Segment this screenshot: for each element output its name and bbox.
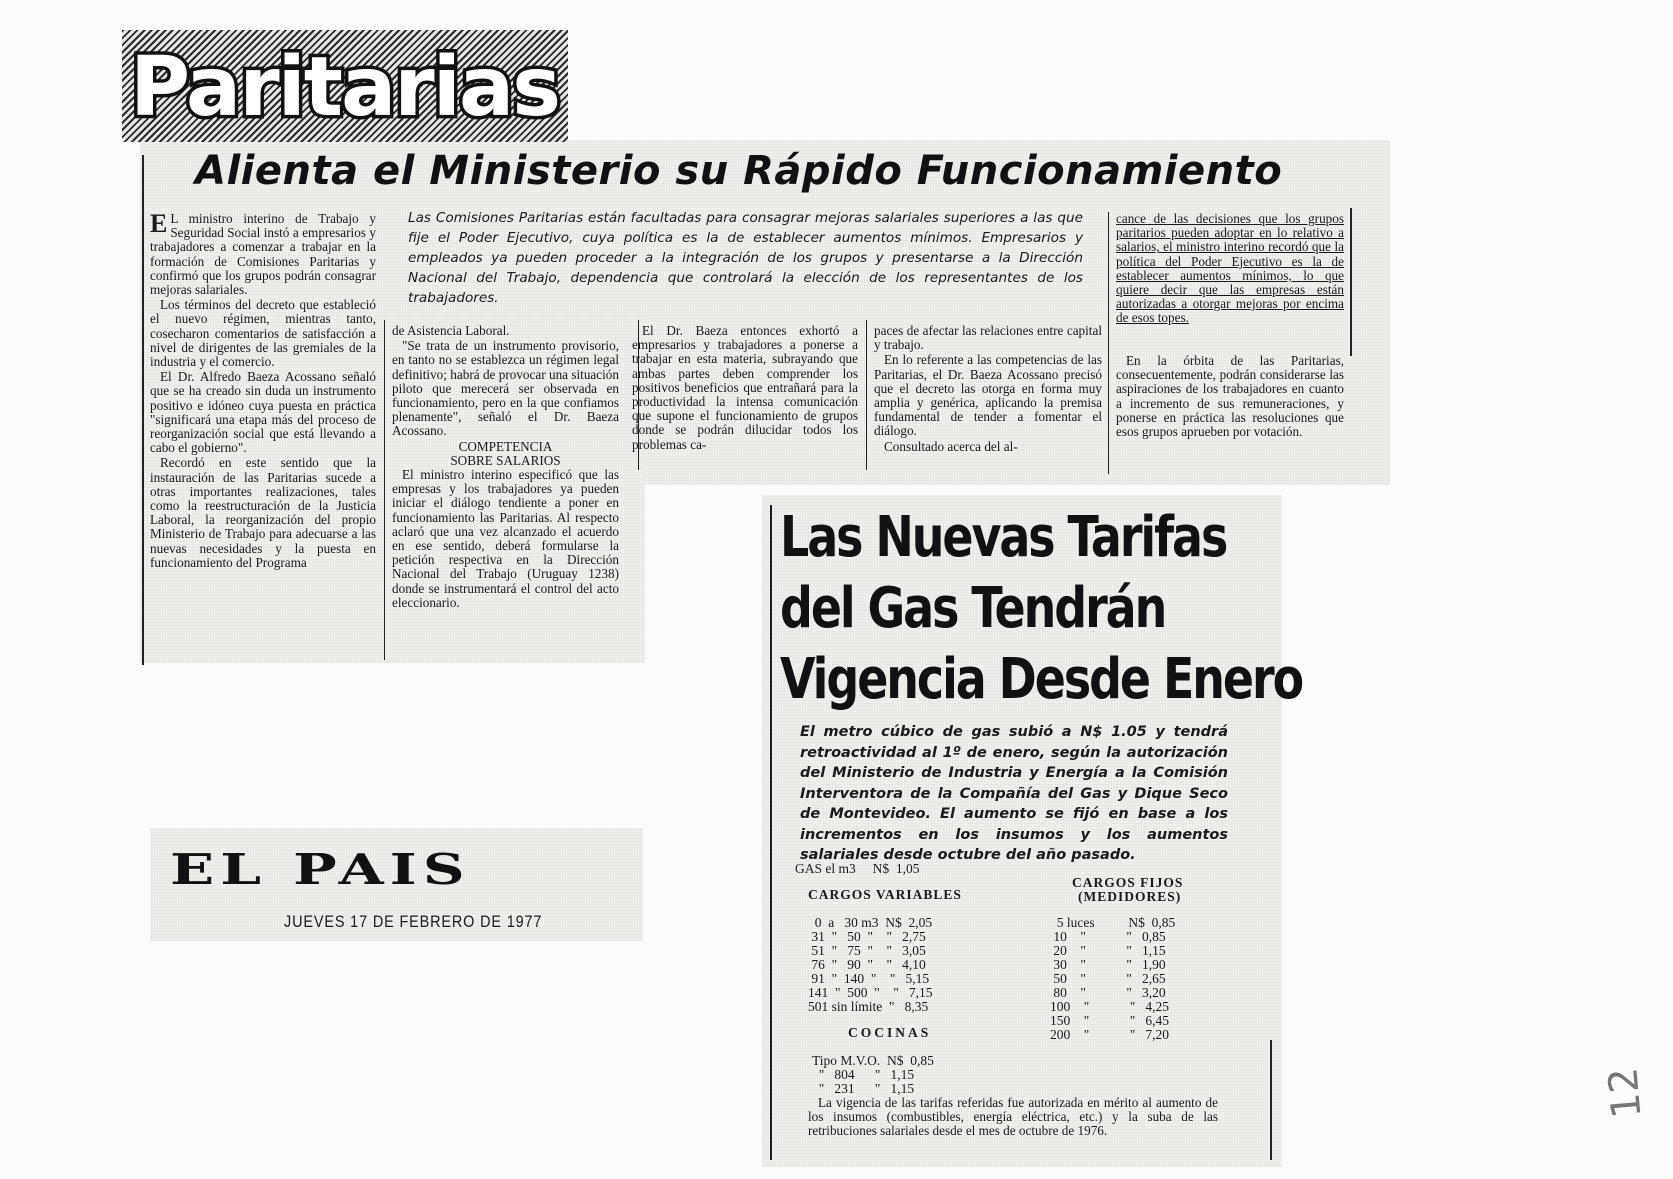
newspaper-logo: EL PAIS bbox=[170, 845, 471, 894]
gas-lead: El metro cúbico de gas subió a N$ 1.05 y tendrá retroactividad al 1º de enero, según la autorización del Ministerio de Industria y Energía a la Comisión Interventora de la Compañía del Gas y Dique Seco de Montevideo. El aumento se fijó en base a los incrementos en los insumos y los aumentos salariales desde octubre del año pasado. bbox=[800, 724, 1228, 863]
article-column-5 bbox=[1116, 354, 1344, 474]
table-row: 30 " " 1,90 bbox=[1050, 957, 1166, 972]
table-row: 50 " " 2,65 bbox=[1050, 971, 1166, 986]
paragraph: Los términos del decreto que estableció el nuevo régimen, mientras tanto, cosecharon comentarios de satisfacción a nivel de dirigentes de las gremiales de la industria y el comercio. bbox=[150, 297, 376, 370]
underlined-paragraph: cance de las decisiones que los grupos paritarios pueden adoptar en lo relativo a salarios, el ministro interino recordó que la política del Poder Ejecutivo es la de establecer aumentos mínimos, lo que quiere decir que las empresas están autorizadas a otorgar mejoras por encima de esos topes. bbox=[1116, 212, 1344, 326]
table-row: 80 " " 3,20 bbox=[1050, 985, 1166, 1000]
article-headline: Alienta el Ministerio su Rápido Funcionamiento bbox=[195, 148, 1283, 194]
table-row: 501 sin límite " 8,35 bbox=[808, 999, 929, 1014]
section-banner-title: Paritarias bbox=[130, 40, 559, 135]
paragraph: Recordó en este sentido que la instauración de las Paritarias sucede a otras importantes realizaciones, tales como la reestructuración de la Justicia Laboral, la reorganización del propio Ministerio de Trabajo para adecuarse a las nuevas necesidades y la puesta en funcionamiento del Programa bbox=[150, 455, 376, 570]
table-row: 76 " 90 " " 4,10 bbox=[808, 957, 926, 972]
column-rule bbox=[384, 320, 385, 660]
article-column-2 bbox=[392, 324, 619, 664]
table-row: 20 " " 1,15 bbox=[1050, 943, 1166, 958]
paragraph: L ministro interino de Trabajo y Seguridad Social instó a empresarios y trabajadores a comenzar a trabajar en la formación de Comisiones Paritarias y confirmó que los grupos podrán consagrar mejoras salariales. bbox=[150, 212, 376, 298]
paragraph: La vigencia de las tarifas referidas fue autorizada en mérito al aumento de los insumos (combustibles, energía eléctrica, etc.) y la suba de las retribuciones salariales desde el mes de octubre de 1976. bbox=[808, 1096, 1218, 1139]
page-number: 12 bbox=[1600, 1065, 1651, 1121]
cargos-fijos-subtitle: (MEDIDORES) bbox=[1078, 889, 1182, 904]
subhead: COMPETENCIA bbox=[458, 438, 553, 454]
left-column-rule bbox=[770, 505, 772, 1160]
table-row: " 804 " 1,15 bbox=[812, 1067, 915, 1082]
paragraph: El Dr. Alfredo Baeza Acossano señaló que se ha creado sin duda un instrumento positivo e idóneo cuya puesta en práctica "significará una etapa más del proceso de reorganización social que está llevando a cabo el gobierno". bbox=[150, 369, 376, 456]
cargos-fijos-title: CARGOS FIJOS bbox=[1072, 875, 1184, 890]
drop-cap: E bbox=[150, 212, 168, 238]
right-column-rule bbox=[1270, 1040, 1272, 1160]
gas-headline-line-2: del Gas Tendrán bbox=[780, 576, 1166, 641]
table-row: 150 " " 6,45 bbox=[1050, 1013, 1170, 1028]
table-row: 0 a 30 m3 N$ 2,05 bbox=[808, 915, 933, 930]
paragraph: Consultado acerca del al- bbox=[884, 438, 1018, 454]
gas-price-line: GAS el m3 N$ 1,05 bbox=[795, 861, 920, 876]
paragraph: El Dr. Baeza entonces exhortó a empresarios y trabajadores a ponerse a trabajar en esta materia, subrayando que ambas partes deben comprender los positivos beneficios que entrañará para la productividad la intensa comunicación que supone el funcionamiento de grupos donde se podrán dilucidar todos los problemas ca- bbox=[632, 324, 858, 452]
article-lead: Las Comisiones Paritarias están facultadas para consagrar mejoras salariales superiores a las que fije el Poder Ejecutivo, cuya política es la de establecer aumentos mínimos. Empresarios y empleados ya pueden proceder a la integración de los grupos y presentarse a la Dirección Nacional del Trabajo, dependencia que controlará la elección de los representantes de los trabajadores. bbox=[408, 210, 1083, 306]
table-row: 100 " " 4,25 bbox=[1050, 999, 1170, 1014]
article-column-4 bbox=[874, 324, 1102, 474]
subhead: SOBRE SALARIOS bbox=[450, 452, 561, 468]
table-row: 200 " " 7,20 bbox=[1050, 1027, 1170, 1042]
publication-date: JUEVES 17 DE FEBRERO DE 1977 bbox=[284, 912, 543, 931]
table-row: Tipo M.V.O. N$ 0,85 bbox=[812, 1053, 934, 1068]
table-row: 51 " 75 " " 3,05 bbox=[808, 943, 926, 958]
left-column-rule bbox=[142, 155, 144, 665]
table-row: 5 luces N$ 0,85 bbox=[1050, 915, 1176, 930]
marking-bracket bbox=[1350, 208, 1352, 356]
table-row: 141 " 500 " " 7,15 bbox=[808, 985, 933, 1000]
gas-closing-paragraph bbox=[808, 1096, 1218, 1160]
article-column-3 bbox=[632, 324, 858, 474]
gas-headline-line-1: Las Nuevas Tarifas bbox=[780, 505, 1227, 570]
paragraph: "Se trata de un instrumento provisorio, en tanto no se establezca un régimen legal definitivo; habrá de provocar una situación piloto que merecerá ser observada en funcionamiento, pero en la que confiamos plenamente", señaló el Dr. Baeza Acossano. bbox=[392, 338, 619, 439]
paragraph: En lo referente a las competencias de las Paritarias, el Dr. Baeza Acossano precisó que el decreto las otorga en forma muy amplia y genérica, aplicando la premisa fundamental de tender a fomentar el diálogo. bbox=[874, 352, 1102, 439]
table-row: 91 " 140 " " 5,15 bbox=[808, 971, 930, 986]
table-row: " 231 " 1,15 bbox=[812, 1081, 915, 1096]
column-rule bbox=[1108, 212, 1109, 474]
column-rule bbox=[866, 320, 867, 470]
paragraph: En la órbita de las Paritarias, consecuentemente, podrán considerarse las aspiraciones de los trabajadores en cuanto a incremento de sus remuneraciones, y ponerse en práctica las resoluciones que esos grupos aprueben por votación. bbox=[1116, 354, 1344, 440]
paragraph: de Asistencia Laboral. bbox=[392, 324, 510, 338]
article-column-1 bbox=[150, 212, 376, 662]
article-column-5-underlined bbox=[1116, 212, 1344, 354]
gas-headline-line-3: Vigencia Desde Enero bbox=[780, 647, 1303, 712]
table-row: 10 " " 0,85 bbox=[1050, 929, 1166, 944]
table-row: 31 " 50 " " 2,75 bbox=[808, 929, 926, 944]
paragraph: El ministro interino especificó que las empresas y los trabajadores ya pueden iniciar el diálogo tendiente a poner en funcionamiento las Paritarias. Al respecto aclaró que una vez alcanzado el acuerdo en ese sentido, deberá formularse la petición respectiva en la Dirección Nacional del Trabajo (Uruguay 1238) donde se instrumentará el control del acto eleccionario. bbox=[392, 467, 619, 610]
cocinas-title: COCINAS bbox=[848, 1025, 932, 1040]
paragraph: paces de afectar las relaciones entre capital y trabajo. bbox=[874, 324, 1102, 353]
cargos-variables-title: CARGOS VARIABLES bbox=[808, 887, 962, 902]
